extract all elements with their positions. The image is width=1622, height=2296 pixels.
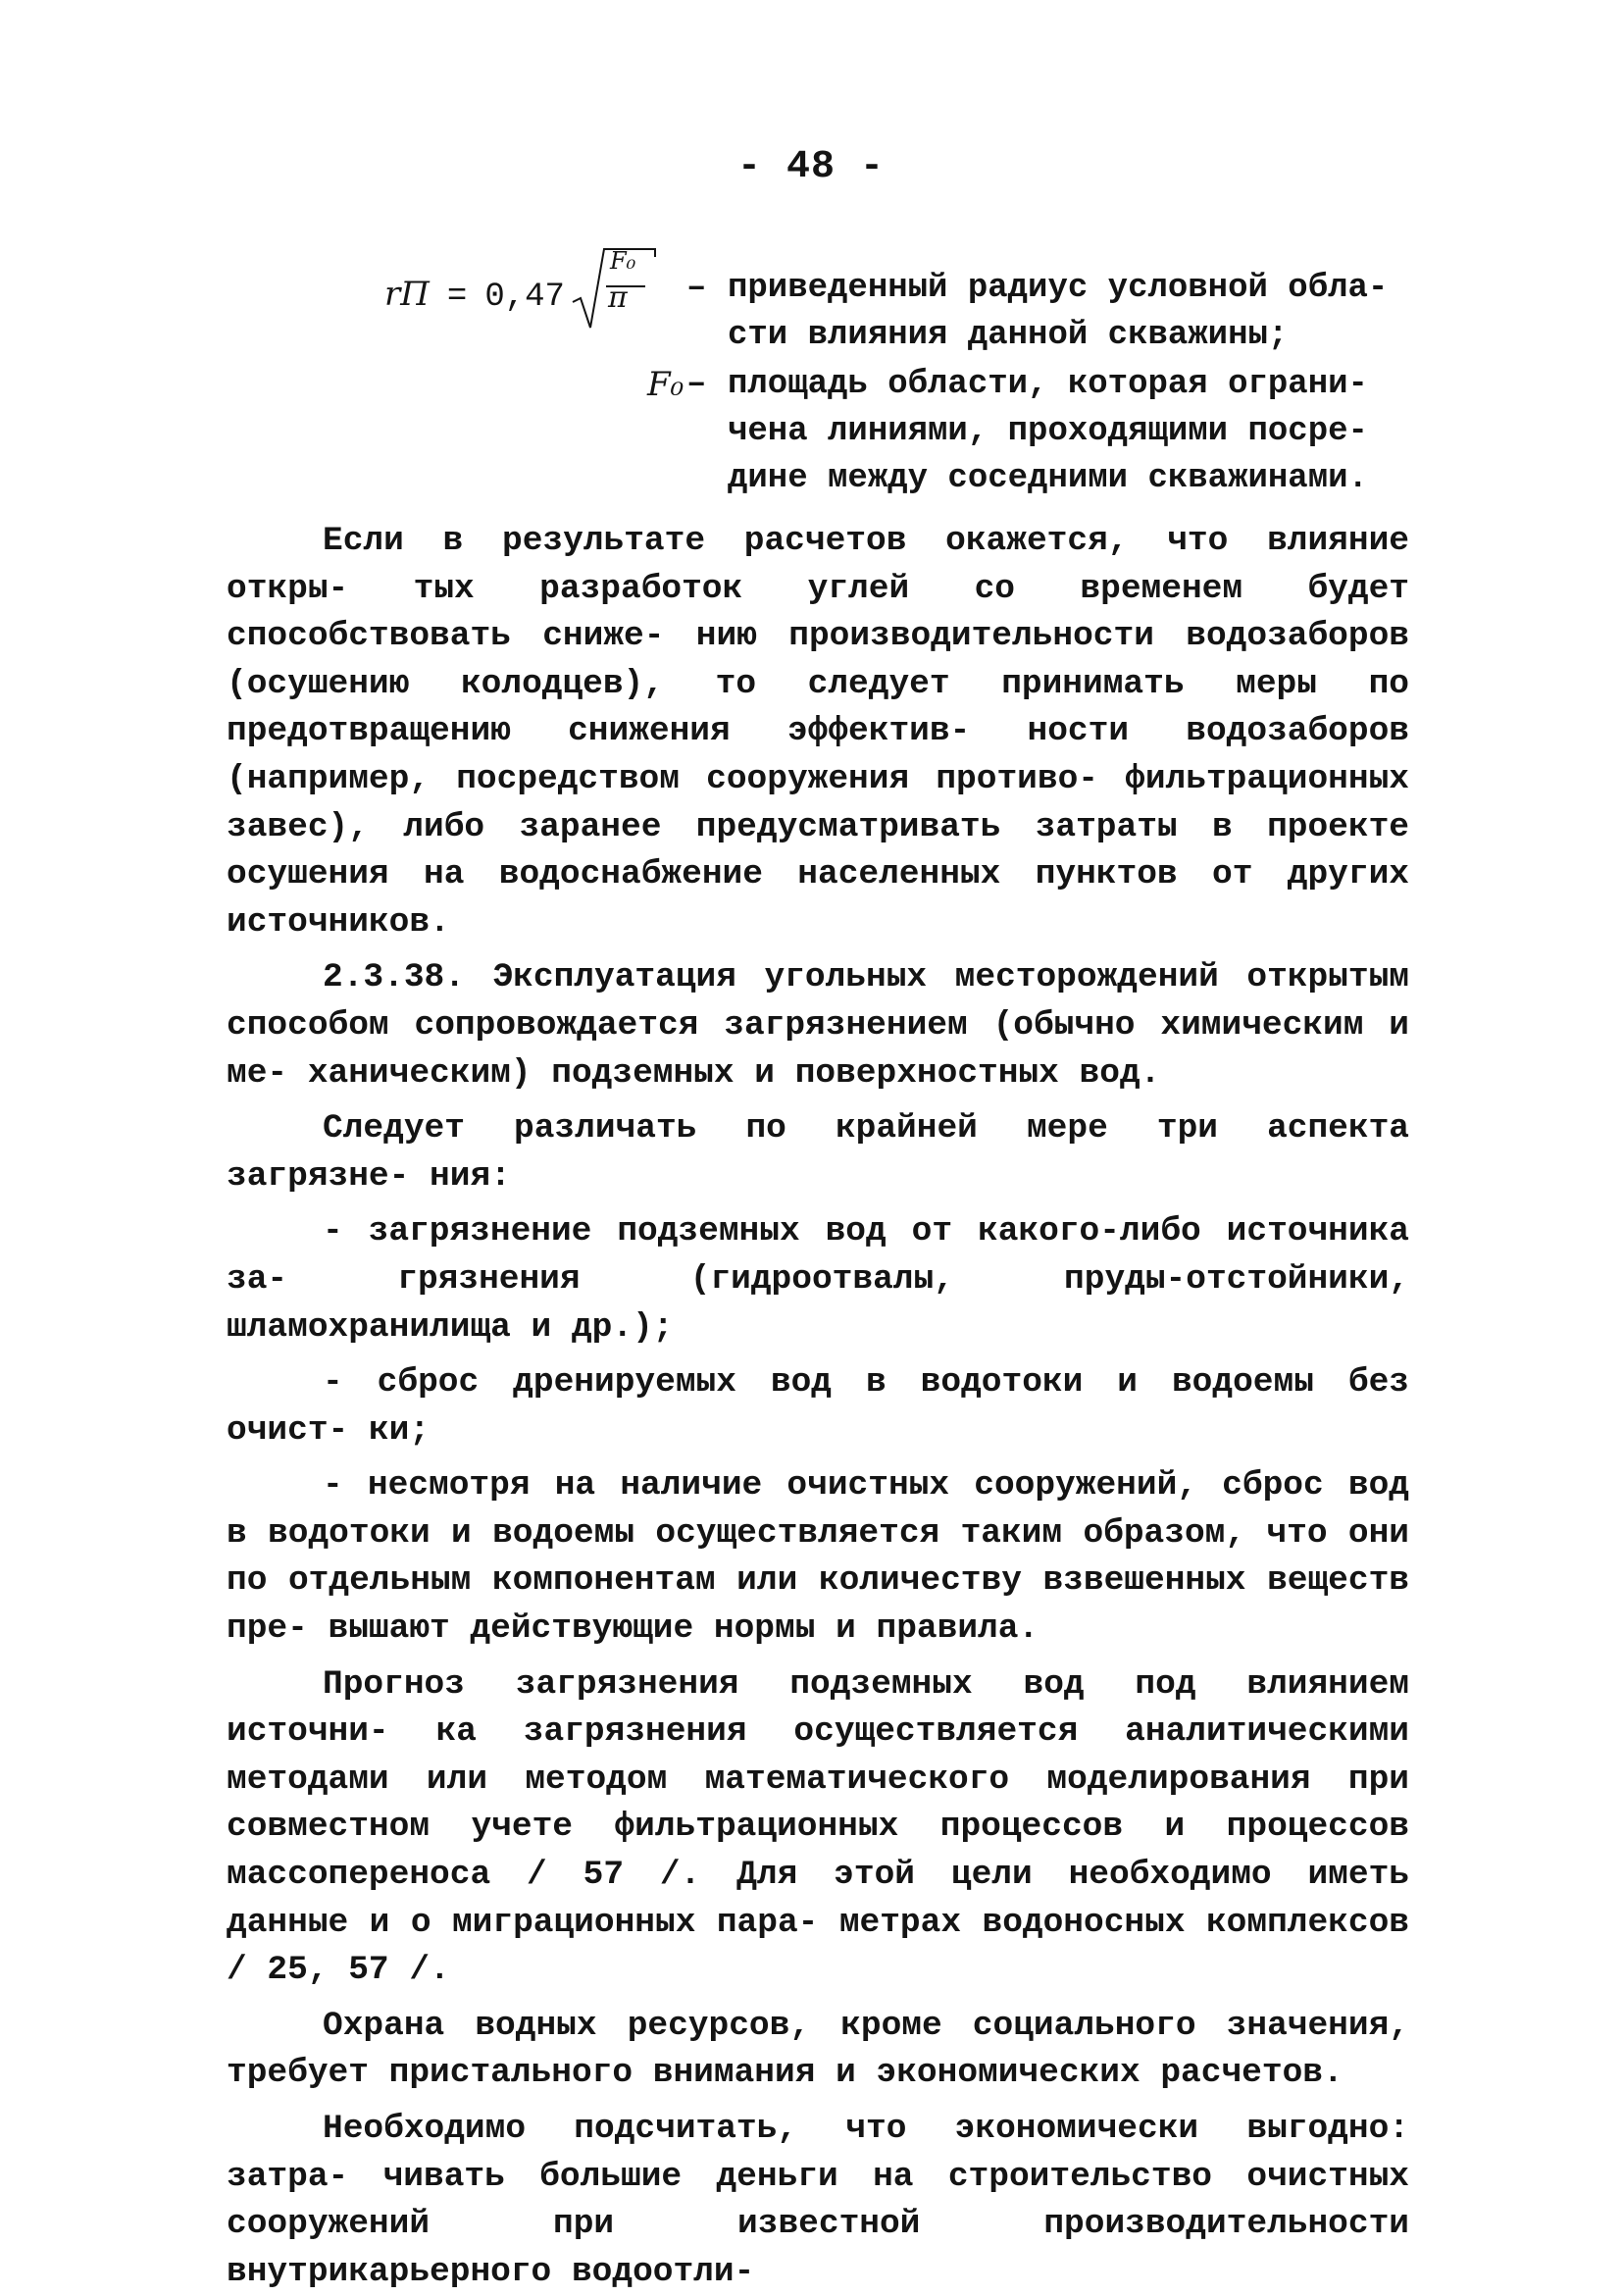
paragraph-2: 2.3.38. Эксплуатация угольных месторождений открытым способом сопровождается загрязнением (обычно химическим и ме- ханическим) подземных и поверхностных вод. xyxy=(227,958,1409,1093)
paragraph-8: Охрана водных ресурсов, кроме социального значения, требует пристального внимания и экономических расчетов. xyxy=(227,2006,1409,2093)
paragraph-9: Необходимо подсчитать, что экономически выгодно: затра- чивать большие деньги на строительство очистных сооружений при известной производительности внутрикарьерного водоотли- xyxy=(227,2110,1409,2291)
definition-2-dash: – xyxy=(686,366,707,403)
paragraph-1: Если в результате расчетов окажется, что влияние откры- тых разработок углей со временем будет способствовать сниже- нию производительности водозаборов (осушению колодцев), то следует принимать меры по предотвращению снижения эффектив- ности водозаборов (например, посредством сооружения противо- фильтрационных завес), либо заранее предусматривать затраты в проекте осушения на водоснабжение населенных пунктов от других источников. xyxy=(227,522,1409,942)
definition-1-line-2: сти влияния данной скважины; xyxy=(728,317,1289,354)
page-number: - 48 - xyxy=(736,145,886,189)
sqrt-numerator: F₀ xyxy=(609,247,636,275)
paragraph-7: Прогноз загрязнения подземных вод под влиянием источни- ка загрязнения осуществляется аналитическими методами или методом математического моделирования при совместном учете фильтрационных процессов и процессов массопереноса / 57 /. Для этой цели необходимо иметь данные и о миграционных пара- метрах водоносных комплексов / 25, 57 /. xyxy=(227,1664,1409,1990)
paragraph-5: - сброс дренируемых вод в водотоки и водоемы без очист- ки; xyxy=(227,1363,1409,1450)
definition-1 xyxy=(686,265,1404,359)
formula-equals: = xyxy=(446,278,468,316)
formula-coefficient: 0,47 xyxy=(484,278,565,316)
paragraph-4: - загрязнение подземных вод от какого-либо источника за- грязнения (гидроотвалы, пруды-отстойники, шламохранилища и др.); xyxy=(227,1212,1409,1347)
definition-2 xyxy=(686,361,1404,502)
sqrt-radical xyxy=(571,247,659,335)
formula xyxy=(384,247,659,335)
definition-2-symbol: F₀ xyxy=(647,365,684,404)
formula-lhs: rП xyxy=(384,274,430,314)
definition-2-line-1: площадь области, которая ограни- xyxy=(728,366,1368,403)
paragraph-6: - несмотря на наличие очистных сооружений, сброс вод в водотоки и водоемы осуществляется таким образом, что они по отдельным компонентам или количеству взвешенных веществ пре- вышают действующие нормы и правила. xyxy=(227,1466,1409,1649)
paragraph-3: Следует различать по крайней мере три аспекта загрязне- ния: xyxy=(227,1109,1409,1196)
sqrt-denominator: π xyxy=(607,281,628,315)
definition-2-line-3: дине между соседними скважинами. xyxy=(728,460,1368,497)
body-text xyxy=(227,518,1409,2296)
definition-1-line-1: приведенный радиус условной обла- xyxy=(728,270,1389,307)
definition-1-dash: – xyxy=(686,270,707,307)
definition-2-line-2: чена линиями, проходящими посре- xyxy=(728,413,1368,450)
